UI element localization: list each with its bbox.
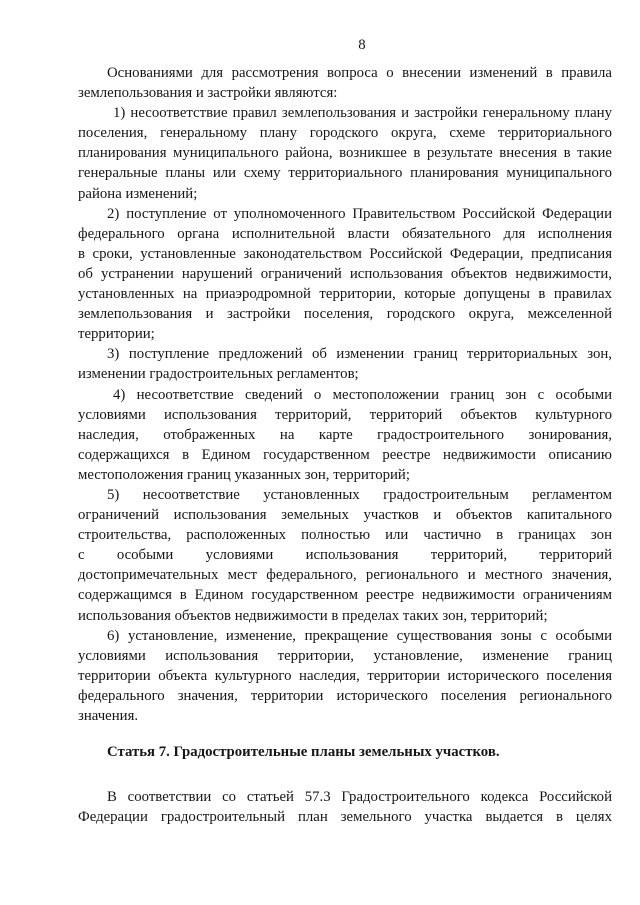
text-line: планирования муниципального района, возникшее в результате внесения в такие (78, 145, 612, 162)
text-line: Федерации градостроительный план земельного участка выдается в целях (78, 809, 612, 826)
text-line: ограничений использования земельных участков и объектов капитального (78, 507, 612, 524)
text-line: значения. (78, 708, 139, 724)
text-line: установленных на приаэродромной территории, которые допущены в правилах (78, 286, 612, 303)
text-line: землепользования и застройки являются: (78, 85, 338, 102)
text-line: с особыми условиями использования территорий, территорий (78, 547, 612, 564)
text-line: в сроки, установленные законодательством Российской Федерации, предписания (78, 245, 612, 262)
text-line: достопримечательных мест федерального, регионального и местного значения, (78, 567, 612, 584)
text-line: использования объектов недвижимости в пределах таких зон, территорий; (78, 607, 548, 624)
document-body (78, 63, 612, 827)
text-line: района изменений; (78, 185, 198, 202)
text-line: 1) несоответствие правил землепользования и застройки генеральному плану (113, 105, 612, 122)
text-line: 6) установление, изменение, прекращение существования зоны с особыми (107, 627, 612, 644)
text-line: В соответствии со статьей 57.3 Градостроительного кодекса Российской (107, 789, 612, 806)
text-line: генеральные планы или схему территориального планирования муниципального (78, 165, 612, 182)
text-line: содержащимся в Едином государственном реестре недвижимости ограничениям (78, 587, 612, 604)
text-line: изменении градостроительных регламентов; (78, 366, 359, 383)
text-line: строительства, расположенных полностью или частично в границах зон (78, 527, 612, 544)
text-line: условиями использования территории, установление, изменение границ (78, 647, 612, 664)
list-item-2 (78, 204, 612, 345)
text-line: наследия, отображенных на карте градостроительного зонирования, (78, 426, 612, 443)
text-line: Основаниями для рассмотрения вопроса о внесении изменений в правила (107, 65, 612, 81)
text-line: местоположения границ указанных зон, территорий; (78, 466, 410, 483)
text-line: содержащихся в Едином государственном реестре недвижимости описанию (78, 446, 612, 463)
text-line: территории объекта культурного наследия, территории исторического поселения (78, 667, 612, 684)
paragraph-intro (78, 63, 612, 103)
list-item-5 (78, 485, 612, 626)
paragraph-article-7 (78, 787, 612, 827)
text-line: условиями использования территорий, территорий объектов культурного (78, 406, 612, 423)
article-heading: Статья 7. Градостроительные планы земельных участков. (107, 744, 500, 761)
text-line: об устранении нарушений ограничений использования объектов недвижимости, (78, 265, 612, 282)
page-number: 8 (358, 37, 366, 53)
text-line: федерального значения, территории исторического поселения регионального (78, 687, 612, 704)
list-item-3 (78, 344, 612, 384)
text-line: федерального органа исполнительной власти обязательного для исполнения (78, 225, 612, 242)
list-item-4 (78, 385, 612, 485)
text-line: 4) несоответствие сведений о местоположении границ зон с особыми (113, 386, 612, 403)
text-line: 5) несоответствие установленных градостроительным регламентом (107, 486, 612, 503)
text-line: поселения, генеральному плану городского округа, схеме территориального (78, 125, 612, 142)
text-line: территории; (78, 326, 155, 343)
text-line: землепользования и застройки поселения, городского округа, межселенной (78, 306, 612, 323)
text-line: 3) поступление предложений об изменении границ территориальных зон, (107, 346, 612, 363)
list-item-1 (78, 103, 612, 203)
list-item-6 (78, 626, 612, 726)
text-line: 2) поступление от уполномоченного Правительством Российской Федерации (107, 205, 612, 222)
